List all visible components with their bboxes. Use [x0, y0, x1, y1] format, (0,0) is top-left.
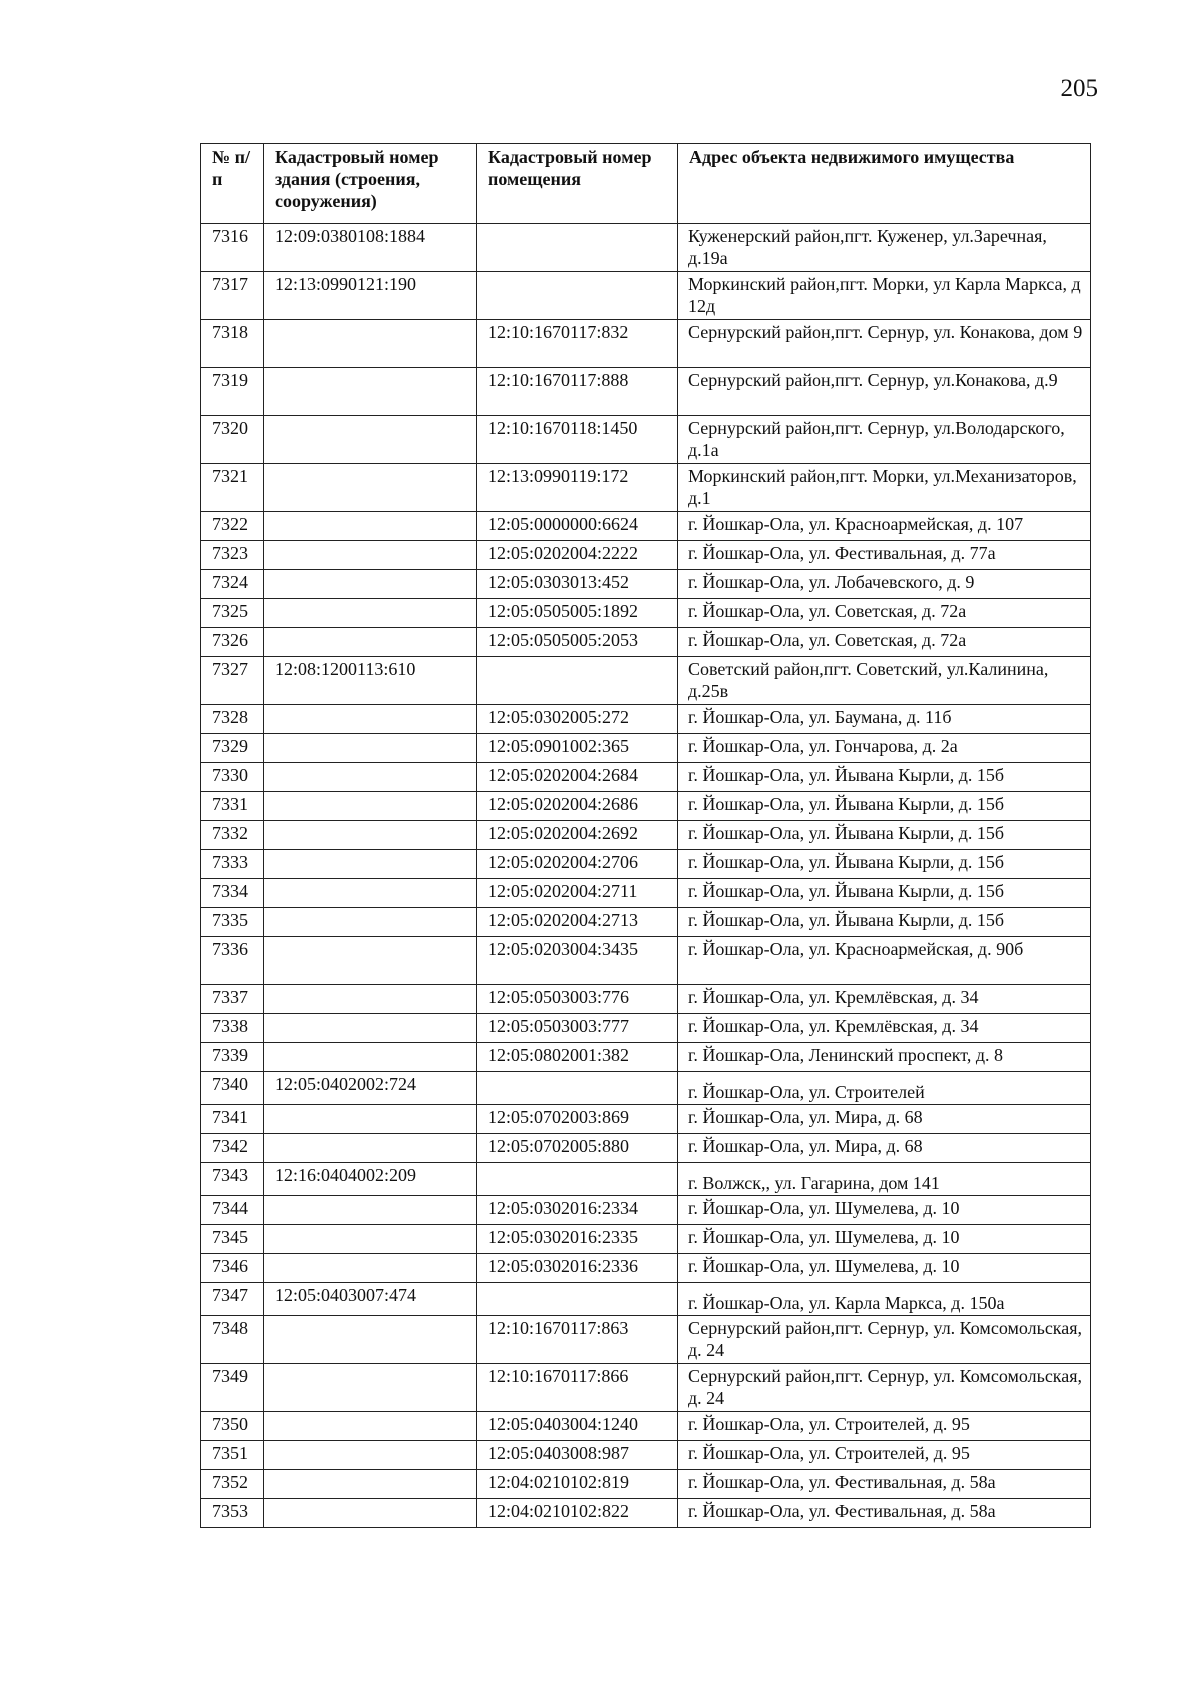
table-header-row	[201, 144, 1091, 224]
premise-cadastral-cell: 12:05:0802001:382	[477, 1043, 678, 1072]
row-number-cell: 7347	[201, 1283, 264, 1316]
header-num: № п/п	[201, 144, 264, 224]
building-cadastral-cell	[264, 541, 477, 570]
table-row	[201, 1014, 1091, 1043]
address-cell: г. Йошкар-Ола, ул. Мира, д. 68	[678, 1134, 1091, 1163]
row-number-cell: 7325	[201, 599, 264, 628]
row-number-cell: 7338	[201, 1014, 264, 1043]
address-cell: г. Йошкар-Ола, ул. Йывана Кырли, д. 15б	[678, 792, 1091, 821]
row-number-cell: 7343	[201, 1163, 264, 1196]
row-number-cell: 7318	[201, 320, 264, 368]
table-row	[201, 272, 1091, 320]
address-cell: г. Йошкар-Ола, ул. Йывана Кырли, д. 15б	[678, 763, 1091, 792]
premise-cadastral-cell: 12:05:0303013:452	[477, 570, 678, 599]
row-number-cell: 7332	[201, 821, 264, 850]
premise-cadastral-cell: 12:05:0503003:776	[477, 985, 678, 1014]
table-row	[201, 850, 1091, 879]
address-cell: г. Йошкар-Ола, ул. Фестивальная, д. 77а	[678, 541, 1091, 570]
row-number-cell: 7324	[201, 570, 264, 599]
building-cadastral-cell	[264, 1499, 477, 1528]
building-cadastral-cell	[264, 416, 477, 464]
address-cell: Моркинский район,пгт. Морки, ул.Механизаторов, д.1	[678, 464, 1091, 512]
table-row	[201, 599, 1091, 628]
address-cell: г. Йошкар-Ола, ул. Йывана Кырли, д. 15б	[678, 821, 1091, 850]
premise-cadastral-cell: 12:05:0702005:880	[477, 1134, 678, 1163]
building-cadastral-cell	[264, 628, 477, 657]
address-cell: г. Йошкар-Ола, ул. Кремлёвская, д. 34	[678, 1014, 1091, 1043]
address-cell: г. Йошкар-Ола, ул. Мира, д. 68	[678, 1105, 1091, 1134]
address-cell: Сернурский район,пгт. Сернур, ул. Конакова, дом 9	[678, 320, 1091, 368]
address-cell: г. Йошкар-Ола, ул. Фестивальная, д. 58а	[678, 1470, 1091, 1499]
address-cell: г. Йошкар-Ола, ул. Фестивальная, д. 58а	[678, 1499, 1091, 1528]
building-cadastral-cell	[264, 1412, 477, 1441]
table-body	[201, 224, 1091, 1528]
premise-cadastral-cell	[477, 1072, 678, 1105]
address-cell: г. Йошкар-Ола, ул. Кремлёвская, д. 34	[678, 985, 1091, 1014]
row-number-cell: 7316	[201, 224, 264, 272]
property-registry-table	[200, 143, 1091, 1528]
address-cell: г. Йошкар-Ола, ул. Красноармейская, д. 90б	[678, 937, 1091, 985]
premise-cadastral-cell: 12:05:0000000:6624	[477, 512, 678, 541]
building-cadastral-cell	[264, 512, 477, 541]
premise-cadastral-cell: 12:05:0202004:2711	[477, 879, 678, 908]
premise-cadastral-cell: 12:05:0503003:777	[477, 1014, 678, 1043]
premise-cadastral-cell: 12:05:0702003:869	[477, 1105, 678, 1134]
premise-cadastral-cell: 12:05:0202004:2684	[477, 763, 678, 792]
premise-cadastral-cell	[477, 272, 678, 320]
premise-cadastral-cell: 12:05:0302005:272	[477, 705, 678, 734]
premise-cadastral-cell: 12:04:0210102:819	[477, 1470, 678, 1499]
address-cell: г. Йошкар-Ола, ул. Строителей	[678, 1072, 1091, 1105]
premise-cadastral-cell	[477, 657, 678, 705]
premise-cadastral-cell: 12:05:0302016:2335	[477, 1225, 678, 1254]
premise-cadastral-cell: 12:05:0202004:2713	[477, 908, 678, 937]
table-row	[201, 734, 1091, 763]
row-number-cell: 7349	[201, 1364, 264, 1412]
building-cadastral-cell: 12:16:0404002:209	[264, 1163, 477, 1196]
building-cadastral-cell	[264, 763, 477, 792]
address-cell: г. Йошкар-Ола, ул. Йывана Кырли, д. 15б	[678, 850, 1091, 879]
row-number-cell: 7328	[201, 705, 264, 734]
row-number-cell: 7327	[201, 657, 264, 705]
table-row	[201, 821, 1091, 850]
table-row	[201, 1225, 1091, 1254]
row-number-cell: 7326	[201, 628, 264, 657]
table-row	[201, 464, 1091, 512]
row-number-cell: 7336	[201, 937, 264, 985]
premise-cadastral-cell	[477, 224, 678, 272]
premise-cadastral-cell: 12:05:0505005:1892	[477, 599, 678, 628]
building-cadastral-cell	[264, 1225, 477, 1254]
table-row	[201, 908, 1091, 937]
row-number-cell: 7334	[201, 879, 264, 908]
table-row	[201, 792, 1091, 821]
row-number-cell: 7340	[201, 1072, 264, 1105]
address-cell: Советский район,пгт. Советский, ул.Калинина, д.25в	[678, 657, 1091, 705]
address-cell: г. Йошкар-Ола, ул. Шумелева, д. 10	[678, 1196, 1091, 1225]
row-number-cell: 7339	[201, 1043, 264, 1072]
address-cell: Куженерский район,пгт. Куженер, ул.Заречная, д.19а	[678, 224, 1091, 272]
building-cadastral-cell	[264, 1134, 477, 1163]
premise-cadastral-cell: 12:10:1670117:866	[477, 1364, 678, 1412]
building-cadastral-cell	[264, 908, 477, 937]
premise-cadastral-cell: 12:05:0202004:2222	[477, 541, 678, 570]
building-cadastral-cell	[264, 1441, 477, 1470]
premise-cadastral-cell: 12:10:1670117:832	[477, 320, 678, 368]
row-number-cell: 7344	[201, 1196, 264, 1225]
table-row	[201, 1364, 1091, 1412]
premise-cadastral-cell: 12:05:0202004:2692	[477, 821, 678, 850]
table-row	[201, 1499, 1091, 1528]
address-cell: Моркинский район,пгт. Морки, ул Карла Маркса, д 12д	[678, 272, 1091, 320]
row-number-cell: 7350	[201, 1412, 264, 1441]
table-row	[201, 1316, 1091, 1364]
table-row	[201, 512, 1091, 541]
header-building-cadastral: Кадастровый номер здания (строения, сооружения)	[264, 144, 477, 224]
building-cadastral-cell: 12:05:0403007:474	[264, 1283, 477, 1316]
table-row	[201, 1283, 1091, 1316]
premise-cadastral-cell: 12:05:0505005:2053	[477, 628, 678, 657]
building-cadastral-cell	[264, 937, 477, 985]
building-cadastral-cell	[264, 879, 477, 908]
premise-cadastral-cell: 12:10:1670118:1450	[477, 416, 678, 464]
table-row	[201, 937, 1091, 985]
row-number-cell: 7345	[201, 1225, 264, 1254]
building-cadastral-cell: 12:05:0402002:724	[264, 1072, 477, 1105]
premise-cadastral-cell: 12:10:1670117:863	[477, 1316, 678, 1364]
building-cadastral-cell: 12:08:1200113:610	[264, 657, 477, 705]
row-number-cell: 7348	[201, 1316, 264, 1364]
row-number-cell: 7346	[201, 1254, 264, 1283]
table-row	[201, 763, 1091, 792]
table-row	[201, 1412, 1091, 1441]
row-number-cell: 7353	[201, 1499, 264, 1528]
premise-cadastral-cell: 12:10:1670117:888	[477, 368, 678, 416]
address-cell: Сернурский район,пгт. Сернур, ул. Комсомольская, д. 24	[678, 1364, 1091, 1412]
page-number: 205	[1060, 75, 1098, 102]
premise-cadastral-cell: 12:05:0202004:2706	[477, 850, 678, 879]
table-row	[201, 320, 1091, 368]
header-premise-cadastral: Кадастровый номер помещения	[477, 144, 678, 224]
building-cadastral-cell	[264, 320, 477, 368]
table-row	[201, 879, 1091, 908]
address-cell: г. Йошкар-Ола, ул. Строителей, д. 95	[678, 1441, 1091, 1470]
row-number-cell: 7341	[201, 1105, 264, 1134]
address-cell: Сернурский район,пгт. Сернур, ул.Конакова, д.9	[678, 368, 1091, 416]
premise-cadastral-cell: 12:05:0901002:365	[477, 734, 678, 763]
premise-cadastral-cell: 12:05:0403004:1240	[477, 1412, 678, 1441]
row-number-cell: 7352	[201, 1470, 264, 1499]
building-cadastral-cell: 12:13:0990121:190	[264, 272, 477, 320]
row-number-cell: 7317	[201, 272, 264, 320]
premise-cadastral-cell: 12:05:0403008:987	[477, 1441, 678, 1470]
address-cell: г. Йошкар-Ола, ул. Шумелева, д. 10	[678, 1254, 1091, 1283]
table-row	[201, 1196, 1091, 1225]
building-cadastral-cell	[264, 850, 477, 879]
table-row	[201, 368, 1091, 416]
table-row	[201, 224, 1091, 272]
row-number-cell: 7320	[201, 416, 264, 464]
table-row	[201, 1441, 1091, 1470]
header-address: Адрес объекта недвижимого имущества	[678, 144, 1091, 224]
building-cadastral-cell	[264, 599, 477, 628]
building-cadastral-cell	[264, 368, 477, 416]
table-row	[201, 570, 1091, 599]
building-cadastral-cell	[264, 705, 477, 734]
building-cadastral-cell: 12:09:0380108:1884	[264, 224, 477, 272]
table-row	[201, 985, 1091, 1014]
building-cadastral-cell	[264, 792, 477, 821]
row-number-cell: 7351	[201, 1441, 264, 1470]
building-cadastral-cell	[264, 1316, 477, 1364]
building-cadastral-cell	[264, 1043, 477, 1072]
address-cell: г. Йошкар-Ола, ул. Карла Маркса, д. 150а	[678, 1283, 1091, 1316]
address-cell: г. Йошкар-Ола, ул. Йывана Кырли, д. 15б	[678, 879, 1091, 908]
table-row	[201, 705, 1091, 734]
address-cell: г. Йошкар-Ола, ул. Йывана Кырли, д. 15б	[678, 908, 1091, 937]
address-cell: г. Йошкар-Ола, ул. Советская, д. 72а	[678, 628, 1091, 657]
building-cadastral-cell	[264, 1196, 477, 1225]
building-cadastral-cell	[264, 985, 477, 1014]
table-row	[201, 1134, 1091, 1163]
building-cadastral-cell	[264, 734, 477, 763]
table-row	[201, 657, 1091, 705]
table-row	[201, 1072, 1091, 1105]
address-cell: Сернурский район,пгт. Сернур, ул. Комсомольская, д. 24	[678, 1316, 1091, 1364]
premise-cadastral-cell: 12:05:0302016:2336	[477, 1254, 678, 1283]
row-number-cell: 7323	[201, 541, 264, 570]
row-number-cell: 7331	[201, 792, 264, 821]
address-cell: г. Йошкар-Ола, ул. Баумана, д. 11б	[678, 705, 1091, 734]
building-cadastral-cell	[264, 570, 477, 599]
address-cell: г. Йошкар-Ола, Ленинский проспект, д. 8	[678, 1043, 1091, 1072]
address-cell: г. Йошкар-Ола, ул. Советская, д. 72а	[678, 599, 1091, 628]
building-cadastral-cell	[264, 1364, 477, 1412]
premise-cadastral-cell	[477, 1283, 678, 1316]
address-cell: г. Йошкар-Ола, ул. Лобачевского, д. 9	[678, 570, 1091, 599]
table-row	[201, 1043, 1091, 1072]
table-row	[201, 628, 1091, 657]
table-row	[201, 1105, 1091, 1134]
address-cell: г. Йошкар-Ола, ул. Гончарова, д. 2а	[678, 734, 1091, 763]
table-row	[201, 416, 1091, 464]
row-number-cell: 7330	[201, 763, 264, 792]
address-cell: г. Волжск,, ул. Гагарина, дом 141	[678, 1163, 1091, 1196]
premise-cadastral-cell: 12:05:0302016:2334	[477, 1196, 678, 1225]
row-number-cell: 7337	[201, 985, 264, 1014]
row-number-cell: 7319	[201, 368, 264, 416]
row-number-cell: 7342	[201, 1134, 264, 1163]
premise-cadastral-cell: 12:04:0210102:822	[477, 1499, 678, 1528]
premise-cadastral-cell	[477, 1163, 678, 1196]
address-cell: г. Йошкар-Ола, ул. Строителей, д. 95	[678, 1412, 1091, 1441]
row-number-cell: 7333	[201, 850, 264, 879]
row-number-cell: 7322	[201, 512, 264, 541]
building-cadastral-cell	[264, 1014, 477, 1043]
table-row	[201, 541, 1091, 570]
premise-cadastral-cell: 12:13:0990119:172	[477, 464, 678, 512]
building-cadastral-cell	[264, 1105, 477, 1134]
address-cell: г. Йошкар-Ола, ул. Красноармейская, д. 107	[678, 512, 1091, 541]
row-number-cell: 7321	[201, 464, 264, 512]
building-cadastral-cell	[264, 1254, 477, 1283]
address-cell: г. Йошкар-Ола, ул. Шумелева, д. 10	[678, 1225, 1091, 1254]
premise-cadastral-cell: 12:05:0203004:3435	[477, 937, 678, 985]
address-cell: Сернурский район,пгт. Сернур, ул.Володарского, д.1а	[678, 416, 1091, 464]
table-row	[201, 1470, 1091, 1499]
row-number-cell: 7329	[201, 734, 264, 763]
building-cadastral-cell	[264, 821, 477, 850]
premise-cadastral-cell: 12:05:0202004:2686	[477, 792, 678, 821]
row-number-cell: 7335	[201, 908, 264, 937]
building-cadastral-cell	[264, 464, 477, 512]
table-row	[201, 1163, 1091, 1196]
building-cadastral-cell	[264, 1470, 477, 1499]
table-row	[201, 1254, 1091, 1283]
